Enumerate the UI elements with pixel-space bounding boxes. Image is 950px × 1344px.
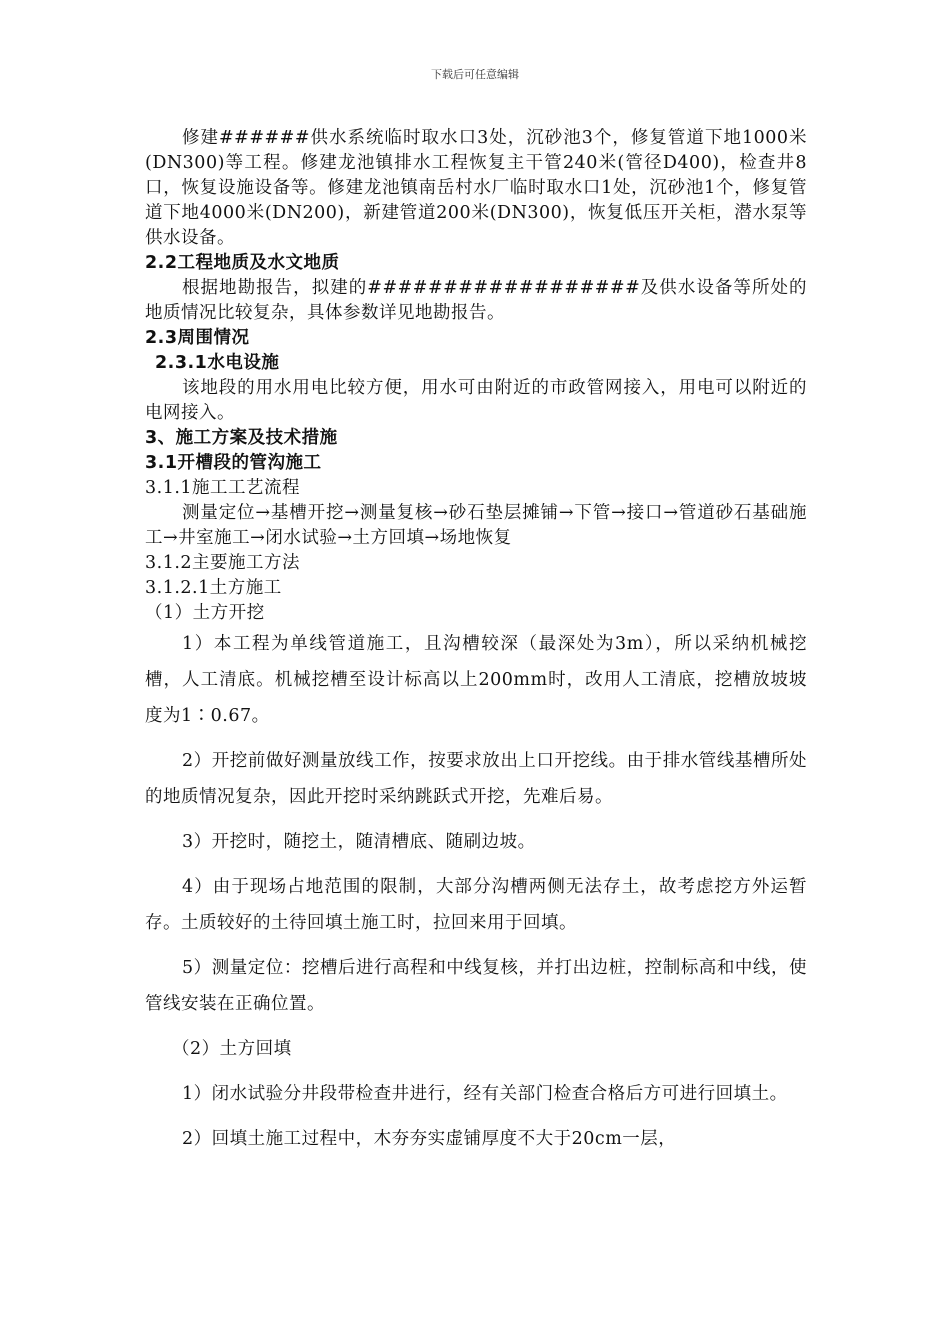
paragraph-excavation-3: 3）开挖时，随挖土，随清槽底、随刷边坡。 <box>182 832 536 852</box>
paragraph-excavation-4: 4）由于现场占地范围的限制，大部分沟槽两侧无法存土，故考虑挖方外运暂存。土质较好的土待回填土施工时，拉回来用于回填。 <box>145 877 807 933</box>
heading-3-1: 3.1开槽段的管沟施工 <box>145 453 322 473</box>
heading-backfill: （2）土方回填 <box>172 1039 292 1059</box>
heading-excavation: （1）土方开挖 <box>145 603 265 623</box>
paragraph-process-flow: 测量定位→基槽开挖→测量复核→砂石垫层摊铺→下管→接口→管道砂石基础施工→井室施工→闭水试验→土方回填→场地恢复 <box>145 503 807 548</box>
paragraph-excavation-2: 2）开挖前做好测量放线工作，按要求放出上口开挖线。由于排水管线基槽所处的地质情况复杂，因此开挖时采纳跳跃式开挖，先难后易。 <box>145 751 807 807</box>
paragraph-utilities: 该地段的用水用电比较方便，用水可由附近的市政管网接入，用电可以附近的电网接入。 <box>145 378 807 423</box>
heading-3-1-1: 3.1.1施工工艺流程 <box>145 478 301 498</box>
heading-2-3-1: 2.3.1水电设施 <box>155 353 280 373</box>
heading-3: 3、施工方案及技术措施 <box>145 428 338 448</box>
heading-3-1-2-1: 3.1.2.1土方施工 <box>145 578 282 598</box>
heading-2-3: 2.3周围情况 <box>145 328 250 348</box>
paragraph-backfill-2: 2）回填土施工过程中，木夯夯实虚铺厚度不大于20cm一层， <box>182 1129 677 1149</box>
paragraph-backfill-1: 1）闭水试验分井段带检查井进行，经有关部门检查合格后方可进行回填土。 <box>182 1084 788 1104</box>
paragraph-water-supply: 修建######供水系统临时取水口3处，沉砂池3个，修复管道下地1000米(DN300)等工程。修建龙池镇排水工程恢复主干管240米(管径D400)，检查井8口，恢复设施设备等。修建龙池镇南岳村水厂临时取水口1处，沉砂池1个，修复管道下地4000米(DN200)，新建管道200米(DN300)，恢复低压开关柜，潜水泵等供水设备。 <box>145 128 807 248</box>
paragraph-excavation-1: 1）本工程为单线管道施工，且沟槽较深（最深处为3m），所以采纳机械挖槽，人工清底。机械挖槽至设计标高以上200mm时，改用人工清底，挖槽放坡坡度为1∶0.67。 <box>145 634 807 726</box>
document-body <box>145 126 807 1157</box>
page-header: 下载后可任意编辑 <box>431 68 519 81</box>
heading-2-2: 2.2工程地质及水文地质 <box>145 253 340 273</box>
heading-3-1-2: 3.1.2主要施工方法 <box>145 553 301 573</box>
paragraph-excavation-5: 5）测量定位：挖槽后进行高程和中线复核，并打出边桩，控制标高和中线，使管线安装在正确位置。 <box>145 958 807 1014</box>
paragraph-geology: 根据地勘报告，拟建的##################及供水设备等所处的地质情况比较复杂，具体参数详见地勘报告。 <box>145 278 807 323</box>
